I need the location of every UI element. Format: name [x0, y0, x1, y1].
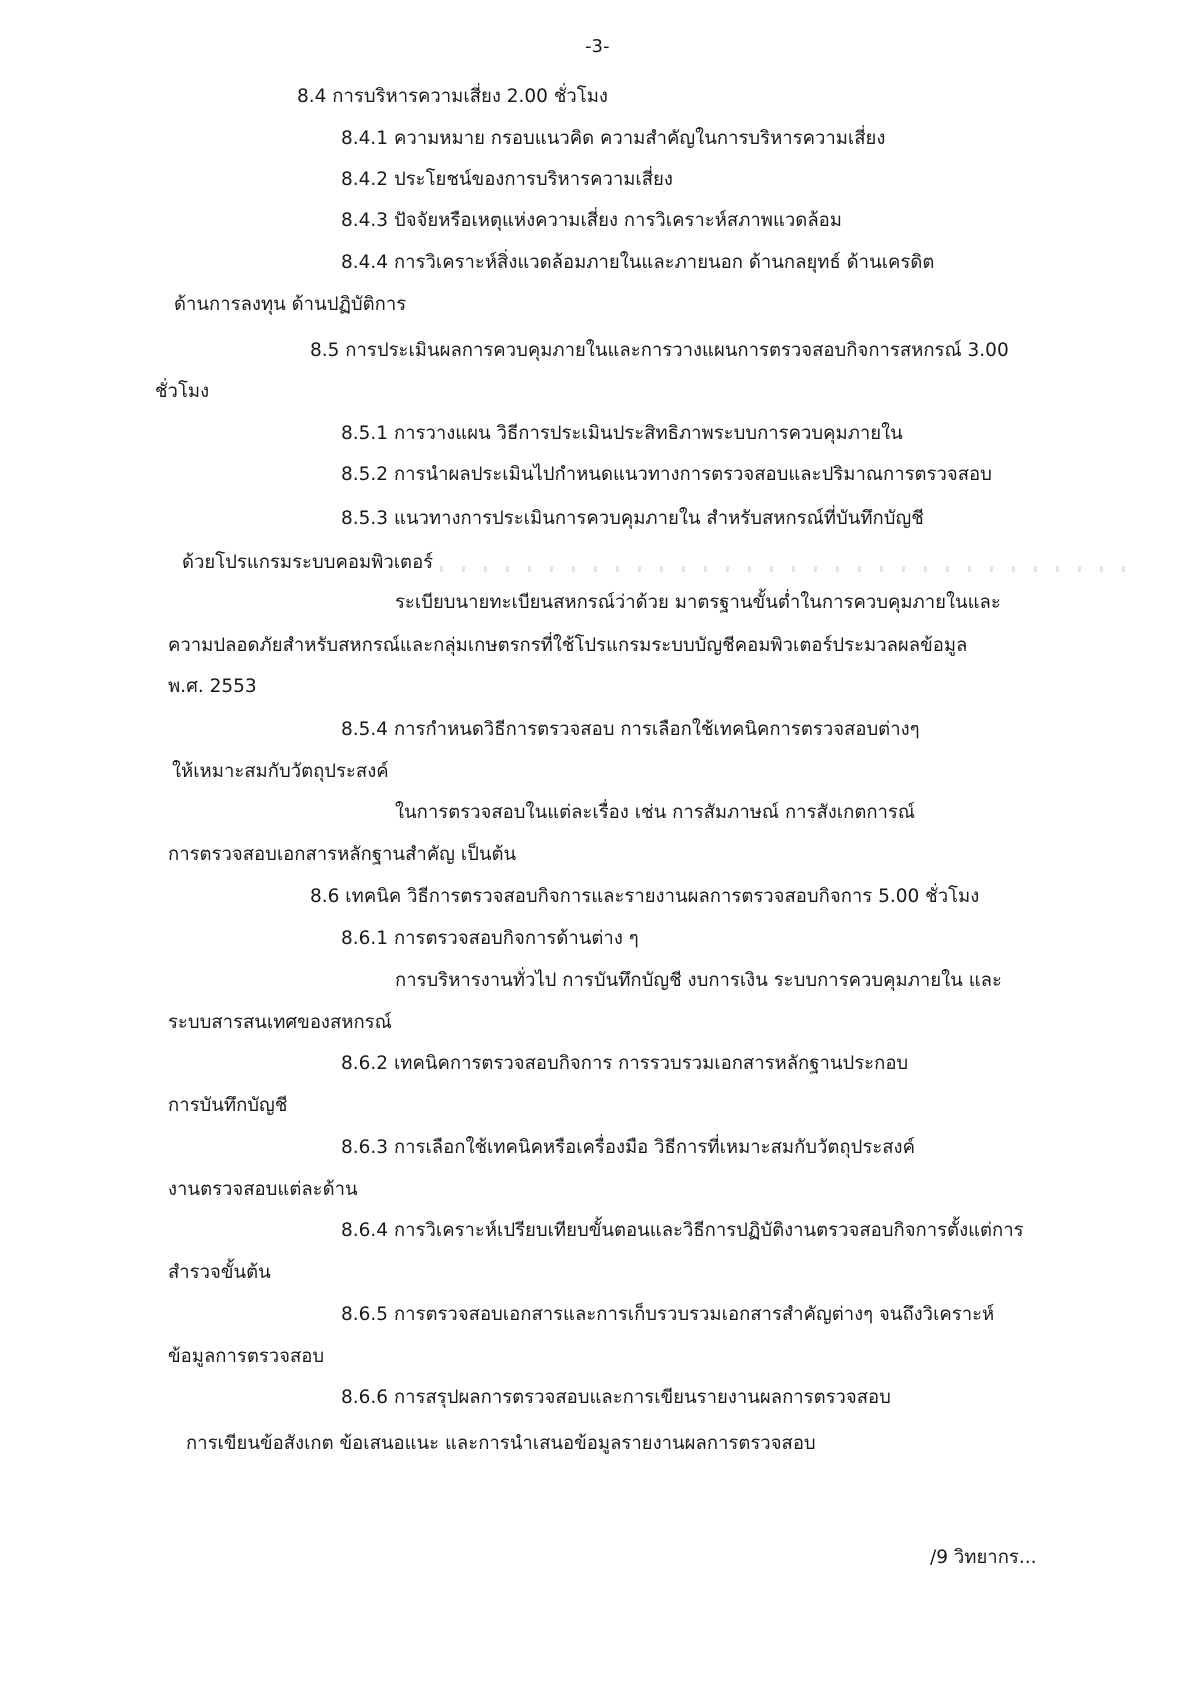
item-8-6-5: 8.6.5 การตรวจสอบเอกสารและการเก็บรวบรวมเอกสารสำคัญต่างๆ จนถึงวิเคราะห์ — [341, 1304, 995, 1325]
item-8-4-1: 8.4.1 ความหมาย กรอบแนวคิด ความสำคัญในการบริหารความเสี่ยง — [341, 128, 886, 149]
item-8-6-2-cont: การบันทึกบัญชี — [168, 1095, 288, 1116]
regulation-line-2: ความปลอดภัยสำหรับสหกรณ์และกลุ่มเกษตรกรที่ใช้โปรแกรมระบบบัญชีคอมพิวเตอร์ประมวลผลข้อมูล — [168, 635, 968, 656]
item-8-5-4-cont-1: ให้เหมาะสมกับวัตถุประสงค์ — [172, 761, 389, 782]
item-8-5-2: 8.5.2 การนำผลประเมินไปกำหนดแนวทางการตรวจสอบและปริมาณการตรวจสอบ — [341, 464, 992, 485]
item-8-5-4-cont-2: ในการตรวจสอบในแต่ละเรื่อง เช่น การสัมภาษณ์ การสังเกตการณ์ — [395, 802, 916, 823]
item-8-5-1: 8.5.1 การวางแผน วิธีการประเมินประสิทธิภาพระบบการควบคุมภายใน — [341, 423, 903, 444]
item-8-6-3-cont: งานตรวจสอบแต่ละด้าน — [168, 1179, 358, 1200]
continuation-note: /9 วิทยากร... — [930, 1547, 1037, 1568]
regulation-line-3: พ.ศ. 2553 — [168, 676, 257, 697]
item-8-4-2: 8.4.2 ประโยชน์ของการบริหารความเสี่ยง — [341, 169, 673, 190]
item-8-4-3: 8.4.3 ปัจจัยหรือเหตุแห่งความเสี่ยง การวิเคราะห์สภาพแวดล้อม — [341, 210, 842, 231]
section-8-4-title: 8.4 การบริหารความเสี่ยง 2.00 ชั่วโมง — [297, 86, 608, 107]
item-8-5-3: 8.5.3 แนวทางการประเมินการควบคุมภายใน สำหรับสหกรณ์ที่บันทึกบัญชี — [341, 508, 924, 529]
item-8-6-1-detail-cont: ระบบสารสนเทศของสหกรณ์ — [168, 1012, 392, 1033]
item-8-6-6-cont: การเขียนข้อสังเกต ข้อเสนอแนะ และการนำเสนอข้อมูลรายงานผลการตรวจสอบ — [186, 1433, 816, 1454]
item-8-4-4: 8.4.4 การวิเคราะห์สิ่งแวดล้อมภายในและภายนอก ด้านกลยุทธ์ ด้านเครดิต — [341, 252, 935, 273]
item-8-6-6: 8.6.6 การสรุปผลการตรวจสอบและการเขียนรายงานผลการตรวจสอบ — [341, 1387, 891, 1408]
item-8-5-3-cont: ด้วยโปรแกรมระบบคอมพิวเตอร์ — [182, 552, 434, 573]
item-8-6-4-cont: สำรวจขั้นต้น — [168, 1262, 271, 1283]
item-8-6-5-cont: ข้อมูลการตรวจสอบ — [168, 1346, 325, 1367]
item-8-6-4: 8.6.4 การวิเคราะห์เปรียบเทียบขั้นตอนและวิธีการปฏิบัติงานตรวจสอบกิจการตั้งแต่การ — [341, 1220, 1024, 1241]
item-8-4-4-cont: ด้านการลงทุน ด้านปฏิบัติการ — [174, 294, 407, 315]
item-8-6-1-detail: การบริหารงานทั่วไป การบันทึกบัญชี งบการเงิน ระบบการควบคุมภายใน และ — [395, 970, 1002, 991]
section-8-5-title: 8.5 การประเมินผลการควบคุมภายในและการวางแผนการตรวจสอบกิจการสหกรณ์ 3.00 — [310, 340, 1009, 361]
scan-noise-dots — [440, 566, 1140, 572]
item-8-5-4-cont-3: การตรวจสอบเอกสารหลักฐานสำคัญ เป็นต้น — [168, 844, 517, 865]
regulation-line-1: ระเบียบนายทะเบียนสหกรณ์ว่าด้วย มาตรฐานขั้นต่ำในการควบคุมภายในและ — [395, 592, 1001, 613]
item-8-6-3: 8.6.3 การเลือกใช้เทคนิคหรือเครื่องมือ วิธีการที่เหมาะสมกับวัตถุประสงค์ — [341, 1137, 915, 1158]
item-8-5-4: 8.5.4 การกำหนดวิธีการตรวจสอบ การเลือกใช้เทคนิคการตรวจสอบต่างๆ — [341, 719, 920, 740]
page-number: -3- — [585, 36, 610, 57]
item-8-6-2: 8.6.2 เทคนิคการตรวจสอบกิจการ การรวบรวมเอกสารหลักฐานประกอบ — [341, 1053, 909, 1074]
section-8-6-title: 8.6 เทคนิค วิธีการตรวจสอบกิจการและรายงานผลการตรวจสอบกิจการ 5.00 ชั่วโมง — [310, 886, 980, 907]
item-8-6-1: 8.6.1 การตรวจสอบกิจการด้านต่าง ๆ — [341, 928, 639, 949]
section-8-5-title-cont: ชั่วโมง — [155, 381, 210, 402]
